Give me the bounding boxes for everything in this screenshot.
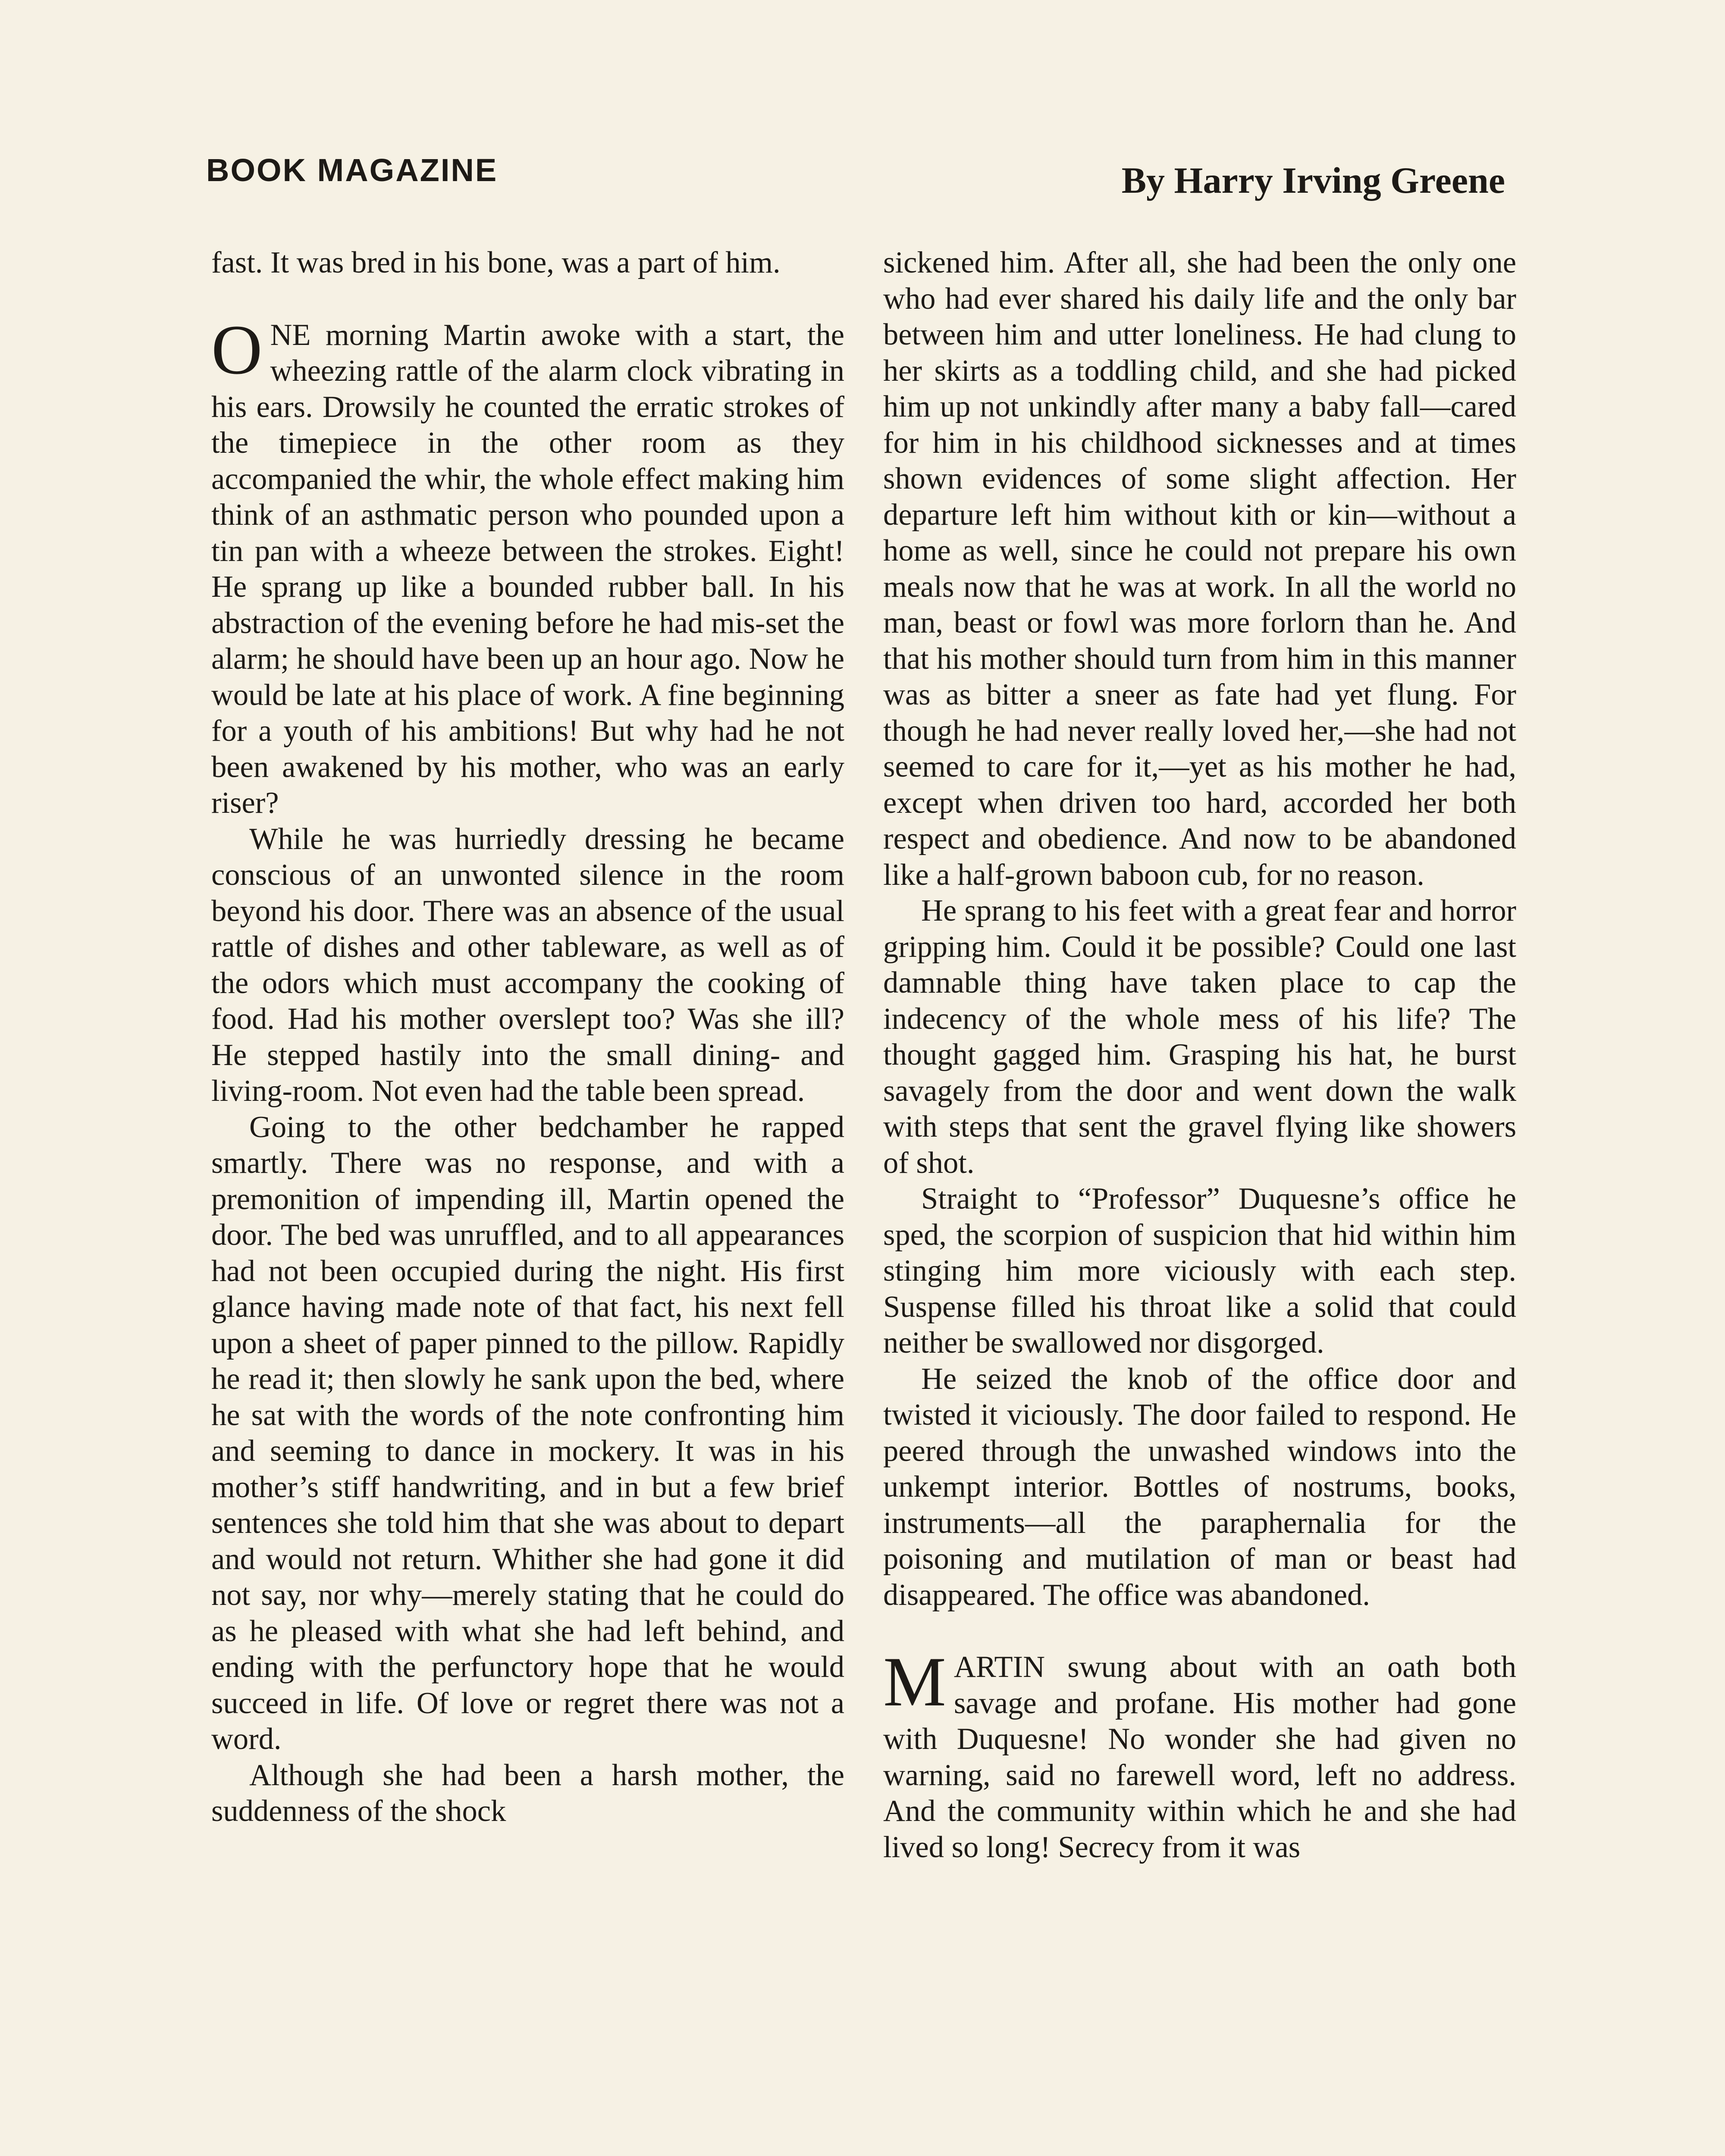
drop-cap-paragraph — [883, 1643, 1516, 1865]
magazine-title: BOOK MAGAZINE — [206, 152, 498, 188]
drop-cap: O — [211, 310, 263, 389]
paragraph: sickened him. After all, she had been the only one who had ever shared his daily life and the only bar between him and utter loneliness. He had clung to her skirts as a toddling child, and she had picked him up not unkindly after many a baby fall—cared for him in his childhood sicknesses and at times shown evidences of some slight affection. Her departure left him without kith or kin—without a home as well, since he could not prepare his own meals now that he was at work. In all the world no man, beast or fowl was more forlorn than he. And that his mother should turn from him in this manner was as bitter a sneer as fate had yet flung. For though he had never really loved her,—she had not seemed to care for it,—yet as his mother he had, except when driven too hard, accorded her both respect and obedience. And now to be abandoned like a half-grown baboon cub, for no reason. — [883, 246, 1516, 892]
paragraph: fast. It was bred in his bone, was a part of him. — [211, 246, 781, 279]
section-break — [211, 281, 844, 317]
right-column — [883, 245, 1516, 2156]
paragraph: He sprang to his feet with a great fear and horror gripping him. Could it be possible? Could one last damnable thing have taken place to cap the indecency of the whole mess of his life? The thought gagged him. Grasping his hat, he burst savagely from the door and went down the walk with steps that sent the gravel flying like showers of shot. — [883, 894, 1516, 1180]
left-column — [211, 245, 844, 2156]
paragraph: While he was hurriedly dressing he became conscious of an unwonted silence in the room beyond his door. There was an absence of the usual rattle of dishes and other tableware, as well as of the odors which must accompany the cooking of food. Had his mother overslept too? Was she ill? He stepped hastily into the small dining- and living-room. Not even had the table been spread. — [211, 822, 844, 1108]
paragraph-text: ARTIN swung about with an oath both savage and profane. His mother had gone with Duquesne! No wonder she had given no warning, said no farewell word, left no address. And the community within which he and she had lived so long! Secrecy from it was — [883, 1650, 1516, 1864]
author-byline: By Harry Irving Greene — [1121, 160, 1505, 201]
paragraph: Going to the other bedchamber he rapped smartly. There was no response, and with a premonition of impending ill, Martin opened the door. The bed was unruffled, and to all appearances had not been occupied during the night. His first glance having made note of that fact, his next fell upon a sheet of paper pinned to the pillow. Rapidly he read it; then slowly he sank upon the bed, where he sat with the words of the note confronting him and seeming to dance in mockery. It was in his mother’s stiff handwriting, and in but a few brief sentences she told him that she was about to depart and would not return. Whither she had gone it did not say, nor why—merely stating that he could do as he pleased with what she had left behind, and ending with the perfunctory hope that he would succeed in life. Of love or regret there was not a word. — [211, 1110, 844, 1756]
drop-cap: M — [883, 1643, 946, 1721]
paragraph-text: NE morning Martin awoke with a start, the wheezing rattle of the alarm clock vibrating in his ears. Drowsily he counted the erratic strokes of the timepiece in the other room as they accompanied the whir, the whole effect making him think of an asthmatic person who pounded upon a tin pan with a wheeze between the strokes. Eight! He sprang up like a bounded rubber ball. In his abstraction of the evening before he had mis-set the alarm; he should have been up an hour ago. Now he would be late at his place of work. A fine beginning for a youth of his ambitions! But why had he not been awakened by his mother, who was an early riser? — [211, 318, 844, 820]
section-break — [883, 1613, 1516, 1649]
paragraph: Although she had been a harsh mother, the suddenness of the shock — [211, 1758, 844, 1828]
paragraph: Straight to “Professor” Duquesne’s office he sped, the scorpion of suspicion that hid within him stinging him more viciously with each step. Suspense filled his throat like a solid that could neither be swallowed nor disgorged. — [883, 1182, 1516, 1360]
paragraph: He seized the knob of the office door and twisted it viciously. The door failed to respond. He peered through the unwashed windows into the unkempt interior. Bottles of nostrums, books, instruments—all the paraphernalia for the poisoning and mutilation of man or beast had disappeared. The office was abandoned. — [883, 1362, 1516, 1612]
drop-cap-paragraph — [211, 310, 844, 821]
